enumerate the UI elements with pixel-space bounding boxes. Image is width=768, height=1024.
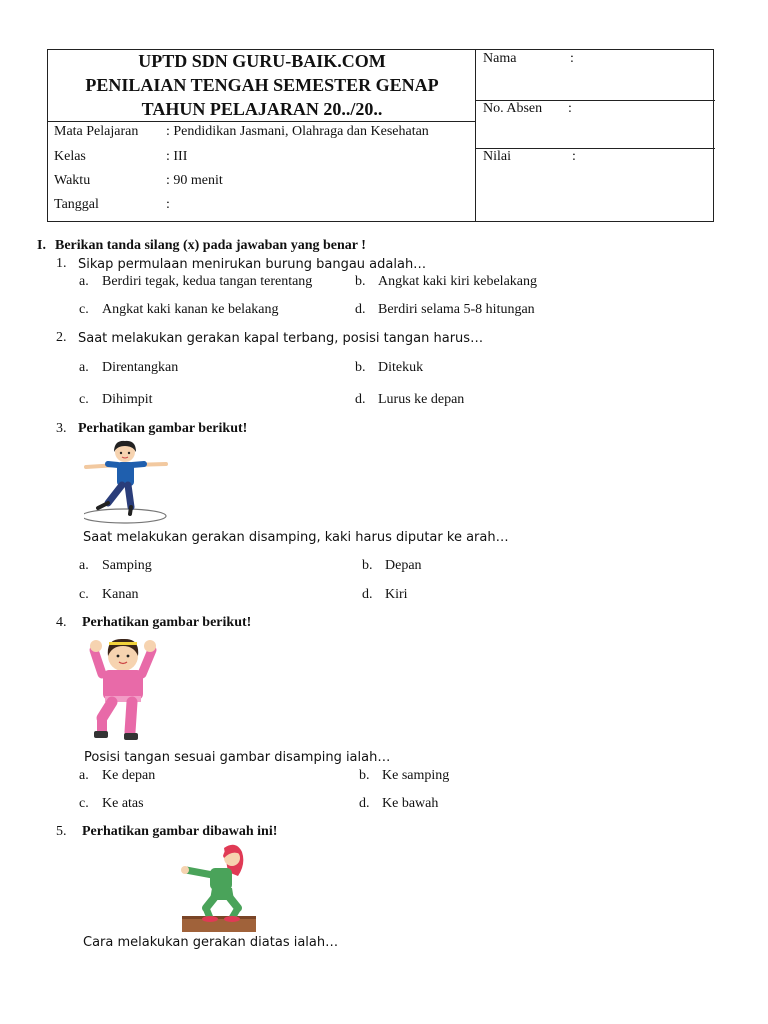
- option-text: Berdiri selama 5-8 hitungan: [378, 302, 535, 317]
- field-label-class: Kelas: [54, 149, 86, 164]
- option-text: Ke depan: [102, 768, 156, 783]
- field-value-class: : III: [166, 149, 188, 164]
- question-number: 4.: [56, 615, 67, 630]
- field-value-subject: : Pendidikan Jasmani, Olahraga dan Kesehatan: [166, 124, 429, 139]
- option-letter: a.: [79, 360, 89, 375]
- question-text: Sikap permulaan menirukan burung bangau adalah…: [78, 257, 427, 272]
- option-text: Ke bawah: [382, 796, 439, 811]
- option-text: Samping: [102, 558, 152, 573]
- option-text: Ke atas: [102, 796, 144, 811]
- option-text: Berdiri tegak, kedua tangan terentang: [102, 274, 313, 289]
- option-letter: b.: [362, 558, 373, 573]
- option-letter: a.: [79, 274, 89, 289]
- question-prompt: Perhatikan gambar berikut!: [78, 421, 248, 436]
- field-label-subject: Mata Pelajaran: [54, 124, 139, 139]
- score-colon: :: [572, 149, 576, 164]
- school-name: UPTD SDN GURU-BAIK.COM: [138, 51, 386, 71]
- question-prompt: Perhatikan gambar dibawah ini!: [82, 824, 278, 839]
- option-text: Direntangkan: [102, 360, 179, 375]
- girl-squat-illustration: [180, 842, 258, 934]
- absen-label: No. Absen: [483, 101, 543, 116]
- option-text: Kanan: [102, 587, 139, 602]
- question-number: 3.: [56, 421, 67, 436]
- option-letter: c.: [79, 587, 89, 602]
- option-letter: c.: [79, 302, 89, 317]
- option-text: Angkat kaki kiri kebelakang: [378, 274, 538, 289]
- option-text: Depan: [385, 558, 422, 573]
- absen-colon: :: [568, 101, 572, 116]
- girl-spinning-illustration: [84, 440, 174, 526]
- field-value-time: : 90 menit: [166, 173, 223, 188]
- field-label-date: Tanggal: [54, 197, 99, 212]
- question-number: 2.: [56, 330, 67, 345]
- section-number: I.: [37, 238, 46, 253]
- name-label: Nama: [483, 51, 517, 66]
- question-text: Saat melakukan gerakan disamping, kaki harus diputar ke arah…: [83, 530, 509, 545]
- option-letter: d.: [355, 392, 366, 407]
- header-divider-left: [48, 121, 476, 122]
- option-letter: a.: [79, 558, 89, 573]
- academic-year: TAHUN PELAJARAN 20../20..: [141, 99, 383, 119]
- score-label: Nilai: [483, 149, 511, 164]
- question-number: 1.: [56, 256, 67, 271]
- section-instruction: Berikan tanda silang (x) pada jawaban yang benar !: [55, 238, 366, 253]
- option-text: Kiri: [385, 587, 408, 602]
- option-letter: c.: [79, 796, 89, 811]
- option-letter: d.: [359, 796, 370, 811]
- option-letter: d.: [362, 587, 373, 602]
- field-value-date: :: [166, 197, 170, 212]
- question-text: Saat melakukan gerakan kapal terbang, posisi tangan harus…: [78, 331, 484, 346]
- exam-title: PENILAIAN TENGAH SEMESTER GENAP: [85, 75, 439, 95]
- option-text: Ke samping: [382, 768, 450, 783]
- option-letter: a.: [79, 768, 89, 783]
- girl-arms-up-illustration: [84, 634, 164, 744]
- header-box: [47, 49, 714, 222]
- option-letter: d.: [355, 302, 366, 317]
- option-letter: b.: [355, 274, 366, 289]
- question-text: Posisi tangan sesuai gambar disamping ialah…: [84, 750, 391, 765]
- field-label-time: Waktu: [54, 173, 91, 188]
- option-letter: b.: [359, 768, 370, 783]
- name-colon: :: [570, 51, 574, 66]
- option-text: Ditekuk: [378, 360, 424, 375]
- option-letter: b.: [355, 360, 366, 375]
- question-number: 5.: [56, 824, 67, 839]
- question-prompt: Perhatikan gambar berikut!: [82, 615, 252, 630]
- question-text: Cara melakukan gerakan diatas ialah…: [83, 935, 339, 950]
- option-text: Dihimpit: [102, 392, 153, 407]
- header-divider-right-2: [475, 148, 715, 149]
- option-text: Lurus ke depan: [378, 392, 465, 407]
- option-letter: c.: [79, 392, 89, 407]
- option-text: Angkat kaki kanan ke belakang: [102, 302, 279, 317]
